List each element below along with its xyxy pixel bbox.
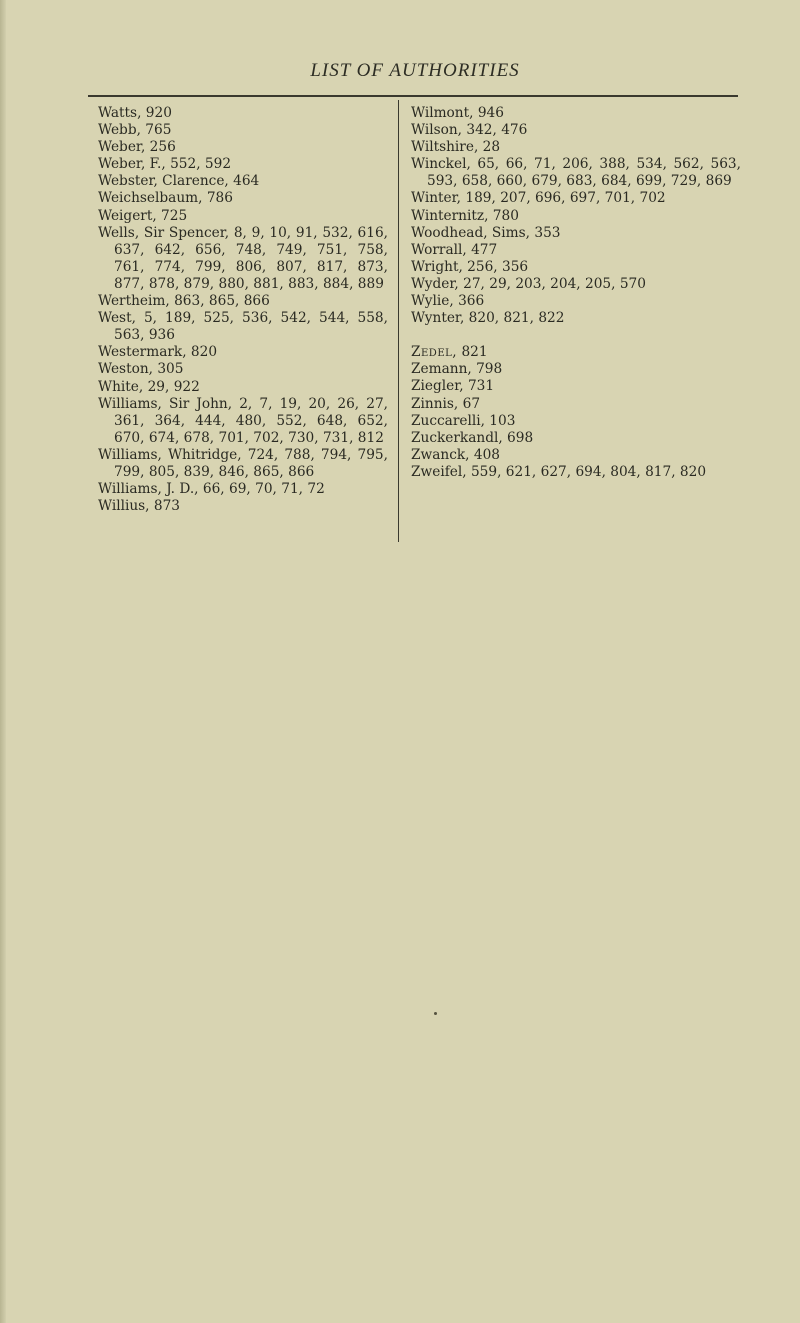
entry-pages: 464 [228,173,260,190]
entry-author: Williams, Whitridge, [98,446,242,463]
index-entry [411,344,741,361]
entry-pages: 366 [453,293,485,310]
index-entry [411,225,741,242]
entry-pages: 821 [457,344,488,361]
column-divider [398,100,399,542]
entry-author: Wertheim, [98,293,170,310]
entry-author: Zemann, [411,361,472,378]
entry-pages: 2, 7, 19, 20, 26, 27, 361, 364, 444, 480, 552, 648, 652, 670, 674, 678, 701, 702, 730, 731, 812 [114,395,389,446]
entry-author: Webb, [98,122,141,139]
entry-author: Winckel, [411,156,471,173]
index-entry [98,105,388,122]
right-column [411,105,741,481]
entry-author: Zedel, [411,344,458,361]
entry-pages: 873 [149,498,181,515]
index-entry [411,464,741,481]
entry-author: Weber, [98,139,146,156]
index-entry [98,396,388,447]
entry-author: Wilson, [411,122,463,139]
entry-author: Wells, Sir Spencer, [98,224,230,241]
entry-author: Watts, [98,105,142,121]
index-entry [98,361,388,378]
index-entry [411,259,741,276]
z-entries [411,344,741,481]
entry-author: Woodhead, Sims, [411,224,531,241]
index-entry [98,310,388,344]
index-entry [98,122,388,139]
entry-author: Wynter, [411,310,465,327]
entry-pages: 863, 865, 866 [169,293,270,310]
entry-pages: 65, 66, 71, 206, 388, 534, 562, 563, 593, 658, 660, 679, 683, 684, 699, 729, 869 [427,156,741,190]
entry-author: Zwanck, [411,446,470,463]
entry-author: Weigert, [98,207,157,224]
index-entry [411,105,741,122]
entry-author: Wylie, [411,293,454,310]
index-entry [411,276,741,293]
entry-author: Ziegler, [411,378,464,395]
entry-pages: 353 [530,224,561,241]
entry-author: Winter, [411,190,462,207]
section-gap [411,327,741,344]
entry-author: Zuckerkandl, [411,429,503,446]
entry-author: West, [98,310,136,327]
entry-pages: 765 [140,122,172,139]
entry-author: Willius, [98,498,150,515]
entry-pages: 256, 356 [462,258,529,275]
index-entry [411,208,741,225]
entry-author: Williams, Sir John, [98,395,233,412]
entry-author: Zuccarelli, [411,412,485,429]
index-entry [98,156,388,173]
index-entry [98,379,388,396]
index-entry [98,481,388,498]
entry-pages: 29, 922 [143,378,200,395]
entry-pages: 66, 69, 70, 71, 72 [198,481,325,498]
entry-author: Weichselbaum, [98,190,203,207]
entry-author: Zinnis, [411,395,459,412]
entry-author: Zweifel, [411,463,467,480]
entry-pages: 305 [152,361,184,378]
entry-pages: 342, 476 [462,122,528,139]
index-entry [98,225,388,293]
entry-pages: 8, 9, 10, 91, 532, 616, 637, 642, 656, 748, 749, 751, 758, 761, 774, 799, 806, 807, 817, 873, 877, 878, 879, 880, 881, 883, 884, 889 [114,224,389,292]
index-entry [411,413,741,430]
entry-pages: 256 [145,139,176,156]
index-entry [411,139,741,156]
paper-speck [434,1012,437,1015]
entry-author: Webster, Clarence, [98,173,229,190]
index-entry [98,447,388,481]
entry-pages: 28 [478,139,501,156]
entry-pages: 67 [458,395,481,412]
entry-pages: 920 [141,105,172,121]
entry-author: Winternitz, [411,207,489,224]
entry-author: Wright, [411,258,463,275]
index-entry [411,242,741,259]
index-entry [98,190,388,207]
index-entry [411,447,741,464]
index-entry [98,344,388,361]
header-rule [88,95,738,97]
entry-author: Wyder, [411,275,459,292]
index-entry [411,190,741,207]
entry-pages: 408 [469,446,500,463]
entry-pages: 698 [502,429,534,446]
entry-pages: 725 [156,207,188,224]
index-entry [98,498,388,515]
w-entries [411,105,741,327]
entry-author: White, [98,378,144,395]
index-entry [98,173,388,190]
entry-pages: 780 [488,207,519,224]
entry-pages: 820, 821, 822 [464,310,565,327]
entry-pages: 820 [186,344,218,361]
entry-pages: 559, 621, 627, 694, 804, 817, 820 [466,463,707,480]
index-entry [411,396,741,413]
left-column [98,105,388,515]
entry-pages: 786 [202,190,233,207]
index-entry [411,310,741,327]
entry-pages: 103 [484,412,516,429]
entry-author: Williams, J. D., [98,481,199,498]
entry-pages: 5, 189, 525, 536, 542, 544, 558, 563, 936 [114,310,388,344]
entry-pages: 552, 592 [165,156,232,173]
entry-pages: 27, 29, 203, 204, 205, 570 [458,275,646,292]
page-title: LIST OF AUTHORITIES [310,60,520,81]
entry-pages: 189, 207, 696, 697, 701, 702 [461,190,666,207]
entry-author: Worrall, [411,241,467,258]
entry-pages: 477 [466,241,498,258]
entry-author: Weston, [98,361,153,378]
index-entry [411,293,741,310]
entry-pages: 731 [463,378,495,395]
index-entry [411,156,741,190]
entry-author: Wiltshire, [411,139,479,156]
index-entry [98,208,388,225]
entry-pages: 798 [471,361,503,378]
index-entry [411,430,741,447]
entry-pages: 946 [473,105,504,121]
index-entry [411,378,741,395]
index-entry [411,122,741,139]
index-entry [98,139,388,156]
entry-author: Weber, F., [98,156,166,173]
entry-author: Wilmont, [411,105,474,121]
index-entry [98,293,388,310]
entry-author: Westermark, [98,344,187,361]
entry-pages: 724, 788, 794, 795, 799, 805, 839, 846, 865, 866 [114,446,388,480]
index-entry [411,361,741,378]
